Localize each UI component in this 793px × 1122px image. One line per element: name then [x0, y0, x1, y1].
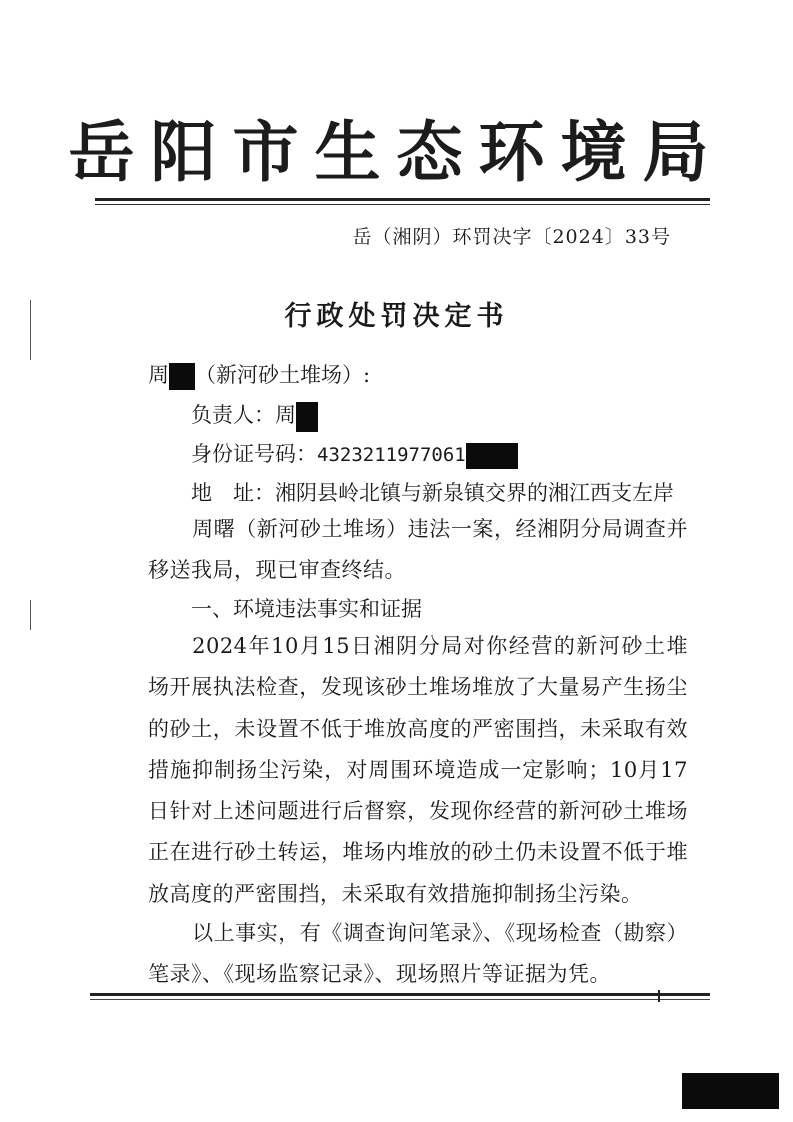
footer-rule-thick — [90, 993, 710, 996]
agency-letterhead: 岳阳市生态环境局 — [68, 113, 725, 191]
redaction-block — [682, 1073, 779, 1109]
footer-rule-thin — [90, 999, 710, 1000]
id-label: 身份证号码： — [191, 442, 317, 466]
redaction-block — [466, 443, 518, 469]
redaction-block — [169, 363, 195, 390]
manager-line — [191, 400, 318, 432]
intro-paragraph: 周曙（新河砂土堆场）违法一案，经湘阴分局调查并移送我局，现已审查终结。 — [148, 517, 688, 583]
manager-label: 负责人：周 — [191, 403, 296, 427]
letterhead-rule-thin — [95, 204, 710, 205]
party-name-line — [148, 360, 370, 390]
redaction-block — [296, 402, 318, 432]
letterhead-rule-thick — [95, 198, 710, 201]
id-number-line — [191, 439, 518, 470]
evidence-paragraph: 以上事实，有《调查询问笔录》、《现场检查（勘察）笔录》、《现场监察记录》、现场照片等证据为凭。 — [148, 921, 688, 987]
document-heading: 行政处罚决定书 — [284, 301, 509, 332]
facts-paragraph: 2024年10月15日湘阴分局对你经营的新河砂土堆场开展执法检查，发现该砂土堆场堆放了大量易产生扬尘的砂土，未设置不低于堆放高度的严密围挡，未采取有效措施抑制扬尘污染，对周围环境造成一定影响；10月17日针对上述问题进行后督察，发现你经营的新河砂土堆场正在进行砂土转运，堆场内堆放的砂土仍未设置不低于堆放高度的严密围挡，未采取有效措施抑制扬尘污染。 — [148, 634, 688, 906]
section-1-title: 一、环境违法事实和证据 — [191, 597, 422, 621]
address-value: 湘阴县岭北镇与新泉镇交界的湘江西支左岸 — [275, 481, 674, 505]
id-value: 4323211977061 — [317, 444, 466, 466]
footer-mark — [658, 990, 660, 1002]
document-number: 岳（湘阴）环罚决字〔2024〕33号 — [352, 226, 671, 248]
party-name-suffix: （新河砂土堆场）: — [195, 363, 371, 387]
party-name-prefix: 周 — [148, 363, 169, 387]
address-line — [191, 478, 674, 508]
scan-margin-mark — [30, 600, 31, 630]
address-label: 地 址： — [191, 481, 275, 505]
